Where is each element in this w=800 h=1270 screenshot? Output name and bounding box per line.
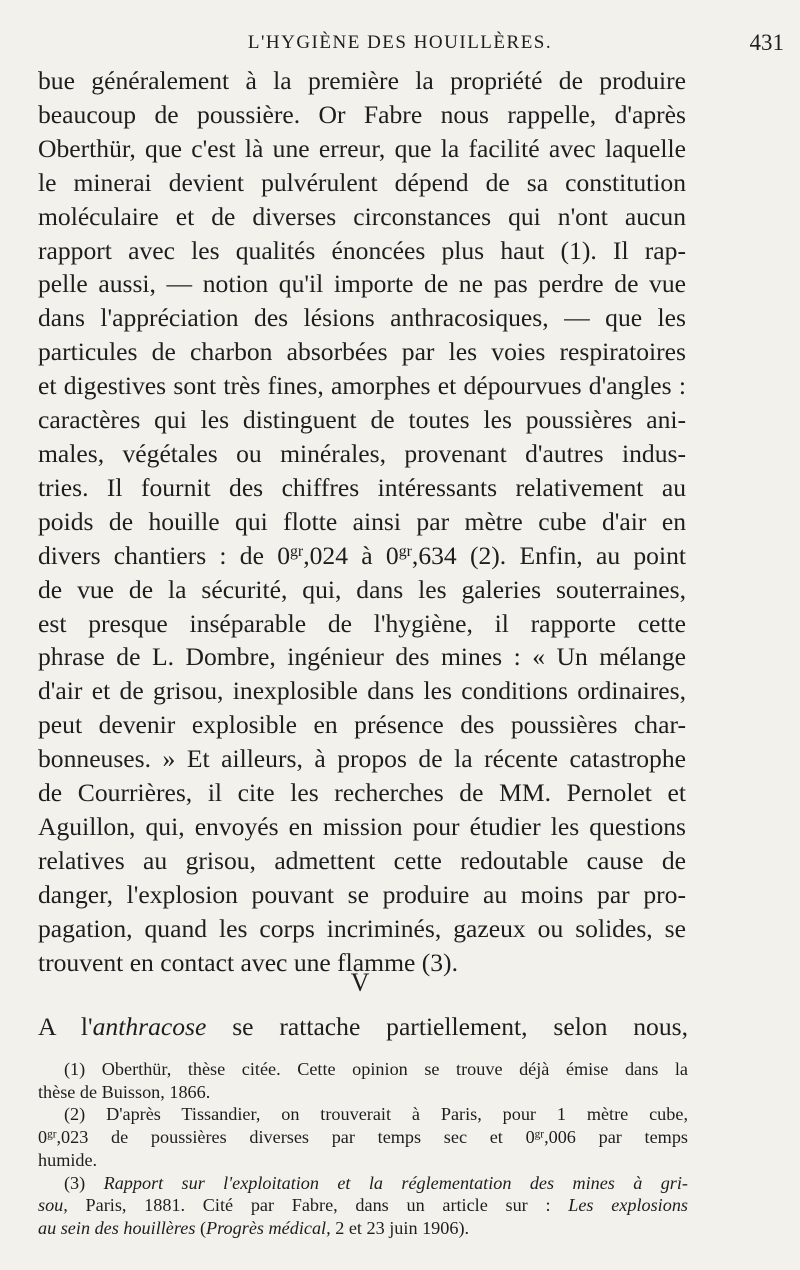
body-line: de Courrières, il cite les recherches de MM. Pernolet et [38,778,686,808]
body-line: danger, l'explosion pouvant se produire au moins par pro- [38,879,686,909]
body-line: de vue de la sécurité, qui, dans les galeries souterraines, [38,574,686,604]
footnote-3-end: 2 et 23 juin 1906). [330,1217,470,1238]
footnote-1-line-1: (1) Oberthür, thèse citée. Cette opinion se trouve déjà émise dans la [64,1059,688,1079]
footnote-2 [38,1103,688,1171]
running-title: L'HYGIÈNE DES HOUILLÈRES. [247,32,553,53]
page-number: 431 [749,30,784,55]
body-paragraph [38,64,686,979]
body-line: pagation, quand les corps incriminés, gazeux ou solides, se [38,913,686,943]
body-line: tries. Il fournit des chiffres intéressants relativement au [38,472,686,502]
footnote-3-article-end: au sein des houillères [38,1217,196,1238]
body-line: caractères qui les distinguent de toutes les poussières ani- [38,405,686,435]
body-line: moléculaire et de diverses circonstances qui n'ont aucun [38,201,686,231]
footnote-2-line-3: humide. [38,1149,98,1170]
footnote-2-line-1: (2) D'après Tissandier, on trouverait à Paris, pour 1 mètre cube, [64,1104,688,1125]
footnote-3-title: Rapport sur l'exploitation et la réglementation des mines à gri- [103,1172,688,1193]
footnote-3-line-2 [38,1194,688,1217]
body-line: divers chantiers : de $0^{gr},024$ à $0^{gr},634$ (2). Enfin, au point [38,540,686,570]
footnote-3-mid: Paris, 1881. Cité par Fabre, dans un article sur : [67,1195,569,1216]
section-first-line-italic: anthracose [92,1012,207,1041]
footnote-3-line-1 [38,1172,688,1195]
body-line: Oberthür, que c'est là une erreur, que la facilité avec laquelle [38,133,686,163]
body-line: particules de charbon absorbées par les voies respiratoires [38,337,686,367]
body-line: males, végétales ou minérales, provenant d'autres indus- [38,438,686,468]
body-line: bue généralement à la première la propriété de produire [38,66,686,95]
footnote-1-line-2: thèse de Buisson, 1866. [38,1081,211,1102]
footnote-3-line-3 [38,1217,688,1240]
section-first-line-prefix: A l' [38,1012,93,1041]
body-line: est presque inséparable de l'hygiène, il rapporte cette [38,608,686,638]
section-first-line-suffix: se rattache partiellement, selon nous, [206,1012,688,1041]
body-line: poids de houille qui flotte ainsi par mètre cube d'air en [38,506,686,536]
body-line: dans l'appréciation des lésions anthracosiques, — que les [38,303,686,333]
body-line: bonneuses. » Et ailleurs, à propos de la récente catastrophe [38,744,686,774]
footnote-3-number: (3) [64,1172,104,1193]
footnote-3-journal: Progrès médical, [206,1217,331,1238]
footnote-3-article: Les explosions [568,1195,688,1216]
page-header [0,28,800,62]
body-line: d'air et de grisou, inexplosible dans les conditions ordinaires, [38,676,686,706]
body-line: et digestives sont très fines, amorphes et dépourvues d'angles : [38,371,686,401]
body-line: trouvent en contact avec une flamme (3). [38,947,458,977]
footnote-2-line-2: $0^{gr},023$ de poussières diverses par temps sec et $0^{gr},006$ par temps [38,1127,688,1148]
footnotes [38,1058,688,1240]
footnote-3 [38,1172,688,1240]
body-line: rapport avec les qualités énoncées plus haut (1). Il rap- [38,235,686,265]
body-line: le minerai devient pulvérulent dépend de sa constitution [38,167,686,197]
footnote-3-paren: ( [195,1217,207,1238]
section-number: V [350,968,370,997]
body-line: Aguillon, qui, envoyés en mission pour étudier les questions [38,811,686,841]
body-line: phrase de L. Dombre, ingénieur des mines : « Un mélange [38,642,686,672]
body-line: pelle aussi, — notion qu'il importe de ne pas perdre de vue [38,269,686,299]
body-line: relatives au grisou, admettent cette redoutable cause de [38,845,686,875]
section-first-line [38,1010,688,1043]
body-line: beaucoup de poussière. Or Fabre nous rappelle, d'après [38,99,686,129]
footnote-3-title-end: sou, [38,1195,68,1216]
footnote-1 [38,1058,688,1103]
body-line: peut devenir explosible en présence des poussières char- [38,710,686,740]
